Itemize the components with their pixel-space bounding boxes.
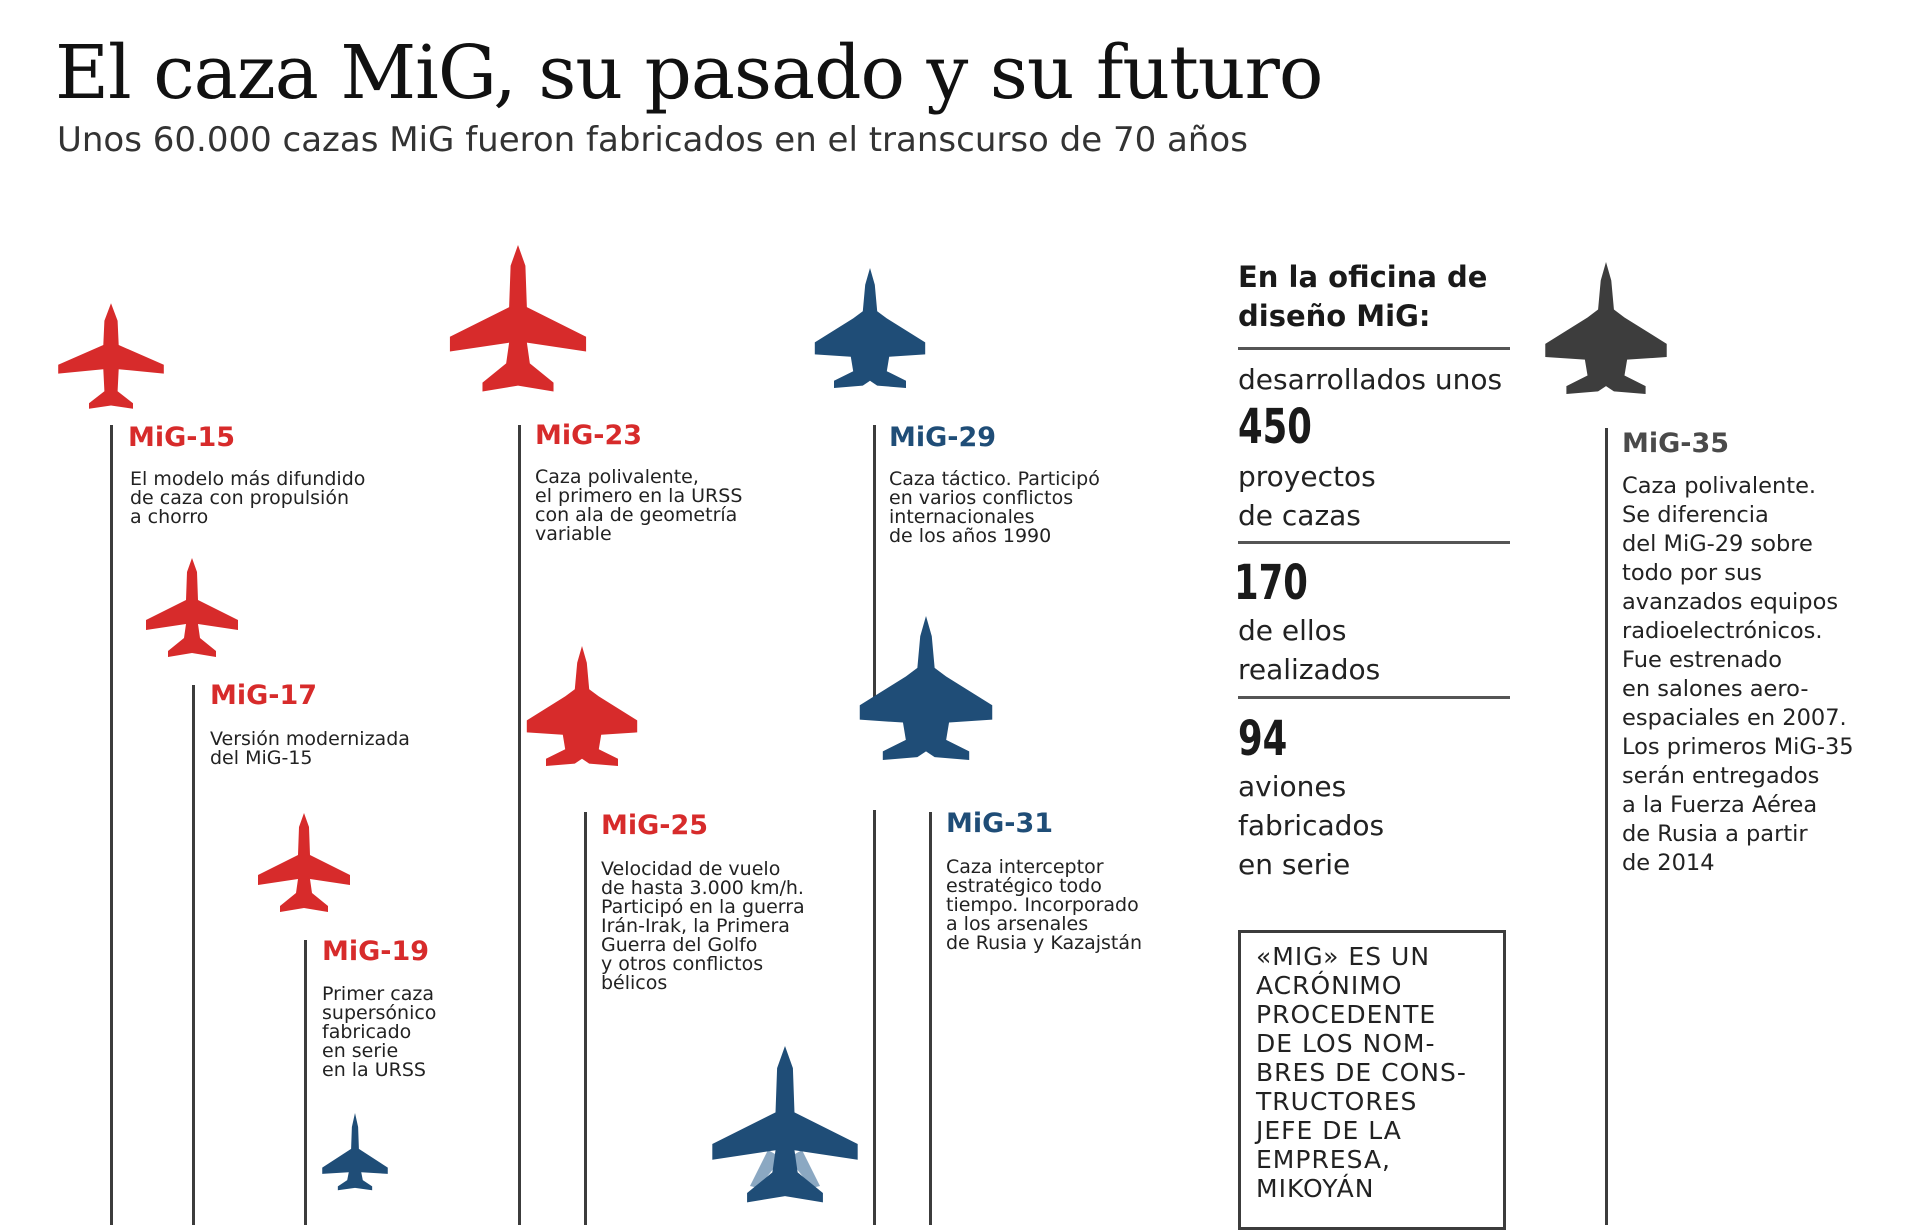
description-mig23: Caza polivalente, el primero en la URSS con ala de geometría variable — [535, 466, 743, 545]
model-label-mig15: MiG-15 — [128, 422, 236, 453]
mig-19-silhouette-icon — [254, 802, 354, 924]
timeline-line-mig15 — [110, 425, 113, 1225]
model-label-mig25: MiG-25 — [601, 810, 709, 841]
timeline-line-mig19 — [304, 940, 307, 1225]
description-mig15: El modelo más difundido de caza con propulsión a chorro — [130, 468, 366, 528]
mig-15-silhouette-icon — [56, 300, 166, 412]
model-label-mig23: MiG-23 — [535, 420, 643, 451]
timeline-line-mig29-lower — [873, 810, 876, 1225]
stats-serial-value: 94 — [1238, 711, 1288, 767]
description-mig31: Caza interceptor estratégico todo tiempo. Incorporado a los arsenales de Rusia y Kazajstán — [946, 856, 1143, 954]
model-label-mig31: MiG-31 — [946, 808, 1054, 839]
stats-projects-value: 450 — [1238, 399, 1312, 455]
model-label-mig35: MiG-35 — [1622, 428, 1730, 459]
timeline-line-mig23 — [518, 425, 521, 1225]
timeline-line-mig35 — [1605, 428, 1608, 1225]
timeline-line-mig17 — [192, 685, 195, 1225]
mig-25-silhouette-icon — [522, 606, 642, 806]
mig-17-silhouette-icon — [142, 548, 242, 668]
model-label-mig17: MiG-17 — [210, 680, 318, 711]
timeline-line-mig25 — [584, 812, 587, 1225]
stats-serial-label: aviones fabricados en serie — [1238, 770, 1385, 881]
stats-intro: desarrollados unos — [1238, 363, 1503, 396]
description-mig25: Velocidad de vuelo de hasta 3.000 km/h. Participó en la guerra Irán-Irak, la Primera Guerra del Golfo y otros conflictos bélicos — [601, 858, 805, 994]
description-mig19: Primer caza supersónico fabricado en serie en la URSS — [322, 983, 437, 1081]
model-label-mig19: MiG-19 — [322, 936, 430, 967]
stats-divider-2 — [1238, 541, 1510, 544]
mig-29-silhouette-icon — [810, 236, 930, 420]
stats-projects-label: proyectos de cazas — [1238, 460, 1376, 532]
stats-built-label: de ellos realizados — [1238, 614, 1381, 686]
stats-divider-1 — [1238, 347, 1510, 350]
page-subtitle: Unos 60.000 cazas MiG fueron fabricados en el transcurso de 70 años — [57, 120, 1248, 160]
description-mig17: Versión modernizada del MiG-15 — [210, 728, 410, 769]
stats-built-value: 170 — [1234, 555, 1308, 611]
description-mig29: Caza táctico. Participó en varios conflictos internacionales de los años 1990 — [889, 468, 1100, 547]
mig-23-silhouette-icon — [444, 232, 592, 406]
description-mig35: Caza polivalente. Se diferencia del MiG-29 sobre todo por sus avanzados equipos radioelectrónicos. Fue estrenado en salones aero- espaciales en 2007. Los primeros MiG-35 serán entregados a la Fuerza Aérea de Rusia a partir de 2014 — [1622, 473, 1854, 876]
stats-heading: En la oficina de diseño MiG: — [1238, 260, 1488, 333]
stats-divider-3 — [1238, 696, 1510, 699]
page-title: El caza MiG, su pasado y su futuro — [55, 30, 1323, 116]
timeline-line-mig31 — [929, 812, 932, 1225]
mig-35-silhouette-icon — [1540, 236, 1672, 420]
model-label-mig29: MiG-29 — [889, 422, 997, 453]
acronym-note-text: «MIG» ES UN ACRÓNIMO PROCEDENTE DE LOS NOM- BRES DE CONS- TRUCTORES JEFE DE LA EMPRESA, MIKOYÁN — [1256, 942, 1467, 1203]
mig-21-silhouette-icon — [316, 1100, 394, 1204]
mig-27-silhouette-icon — [706, 1046, 864, 1204]
mig-31-silhouette-icon — [854, 572, 998, 804]
